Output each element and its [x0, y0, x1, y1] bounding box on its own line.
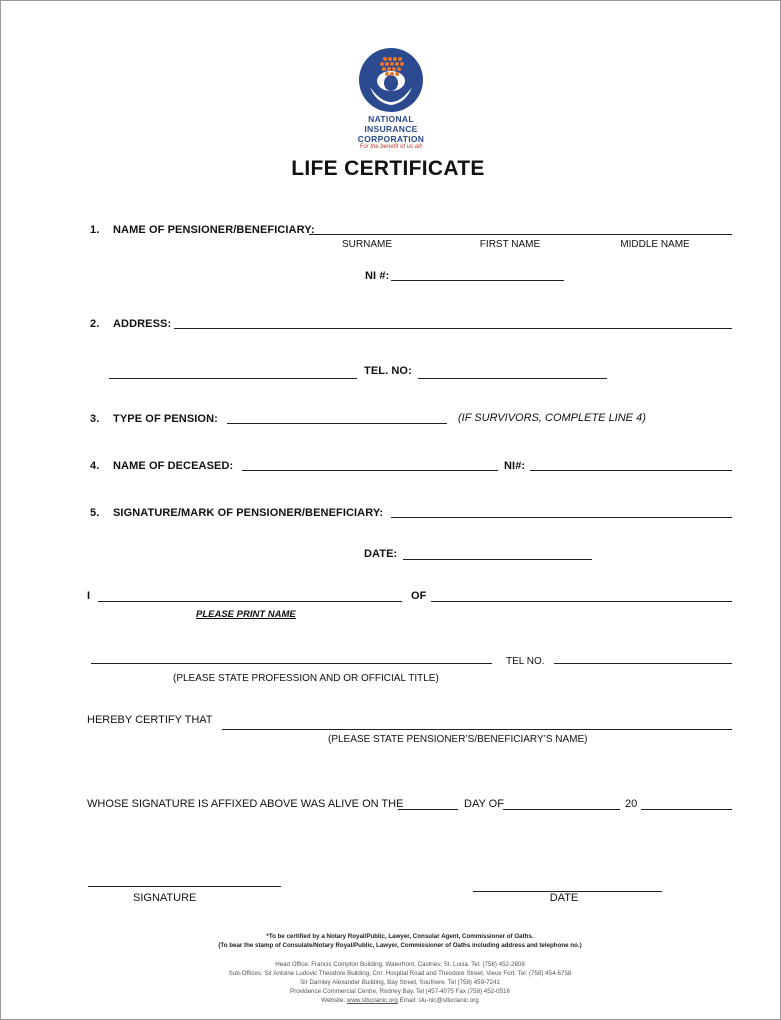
certifier-tel-label: TEL NO. — [506, 656, 545, 667]
certifier-signature-caption: SIGNATURE — [133, 892, 197, 904]
pensioner-name-hint: (PLEASE STATE PENSIONER’S/BENEFICIARY’S NAME) — [328, 734, 588, 745]
certifier-of-label: OF — [411, 590, 427, 602]
website-label: Website: — [321, 997, 346, 1004]
address-field-line-1[interactable] — [174, 328, 732, 329]
certification-note: *To be certified by a Notary Royal/Public, Lawyer, Consular Agent, Commissioner of Oaths. — [266, 933, 534, 940]
sub-office-address: Sub-Offices: Sir Antoine Ludovic Theodore Building, Cnr. Hospital Road and Theodore Street, Vieux Fort. Tel: (758) 454-6758 — [228, 970, 572, 977]
nic-logo-icon — [358, 47, 424, 113]
certifier-name-field[interactable] — [98, 601, 402, 602]
ni-number-label: NI #: — [365, 270, 390, 282]
pensioner-certified-name-field[interactable] — [222, 729, 732, 730]
surname-caption: SURNAME — [341, 239, 393, 250]
website-link[interactable]: www.stlucianic.org — [346, 997, 398, 1004]
section-5-number: 5. — [90, 507, 100, 519]
middle-name-caption: MIDDLE NAME — [620, 239, 690, 250]
pensioner-name-field[interactable] — [309, 234, 732, 235]
deceased-name-field[interactable] — [242, 470, 498, 471]
certifier-date-caption: DATE — [549, 892, 579, 904]
certifier-address-field[interactable] — [431, 601, 732, 602]
alive-statement: WHOSE SIGNATURE IS AFFIXED ABOVE WAS ALIVE ON THE — [87, 798, 404, 810]
telephone-label: TEL. NO: — [364, 365, 412, 377]
section-2-number: 2. — [90, 318, 100, 330]
rodney-bay-office-address: Providence Commercial Centre, Rodney Bay. Tel (457-4075 Fax (758) 452-0516 — [290, 988, 510, 995]
section-1-number: 1. — [90, 224, 100, 236]
soufriere-office-address: Sir Darnley Alexander Building, Bay Street, Soufriere. Tel (758) 459-7241 — [300, 979, 500, 986]
section-3-number: 3. — [90, 413, 100, 425]
pension-type-label: TYPE OF PENSION: — [113, 413, 218, 425]
telephone-field[interactable] — [418, 378, 607, 379]
deceased-name-label: NAME OF DECEASED: — [113, 460, 234, 472]
address-field-line-2[interactable] — [109, 378, 357, 379]
certifier-profession-field[interactable] — [91, 663, 492, 664]
certifier-tel-field[interactable] — [554, 663, 732, 664]
first-name-caption: FIRST NAME — [479, 239, 541, 250]
hereby-certify-label: HEREBY CERTIFY THAT — [87, 714, 213, 726]
alive-month-field[interactable] — [503, 809, 620, 810]
profession-hint: (PLEASE STATE PROFESSION AND OR OFFICIAL TITLE) — [173, 673, 439, 684]
pensioner-signature-field[interactable] — [391, 517, 732, 518]
stamp-note: (To bear the stamp of Consulate/Notary Royal/Public, Lawyer, Commissioner of Oaths including address and telephone no.) — [218, 942, 582, 949]
email-link[interactable]: slu-nic@stlucianic.org — [418, 997, 479, 1004]
page-title: LIFE CERTIFICATE — [291, 157, 485, 180]
pension-type-field[interactable] — [227, 423, 447, 424]
org-tagline: For the benefit of us all! — [359, 144, 423, 150]
certifier-i-label: I — [87, 590, 91, 602]
year-prefix: 20 — [625, 798, 638, 810]
email-label: Email: — [399, 997, 417, 1004]
head-office-address: Head Office: Francis Compton Building, Waterfront, Castries, St. Lucia. Tel: (758) 452-2808 — [275, 961, 525, 968]
day-of-label: DAY OF — [464, 798, 504, 810]
alive-year-field[interactable] — [641, 809, 732, 810]
section-4-number: 4. — [90, 460, 100, 472]
print-name-hint: PLEASE PRINT NAME — [196, 609, 296, 620]
certifier-signature-field[interactable] — [88, 886, 281, 887]
contact-line — [321, 997, 479, 1004]
pensioner-name-label: NAME OF PENSIONER/BENEFICIARY: — [113, 224, 315, 236]
signature-date-field[interactable] — [403, 559, 592, 560]
alive-day-field[interactable] — [398, 809, 458, 810]
org-name: NATIONAL INSURANCE CORPORATION — [357, 114, 425, 144]
signature-date-label: DATE: — [364, 548, 398, 560]
pensioner-signature-label: SIGNATURE/MARK OF PENSIONER/BENEFICIARY: — [113, 507, 384, 519]
ni-number-field[interactable] — [391, 280, 564, 281]
address-label: ADDRESS: — [113, 318, 172, 330]
deceased-ni-field[interactable] — [530, 470, 732, 471]
survivors-note: (IF SURVIVORS, COMPLETE LINE 4) — [458, 412, 646, 424]
deceased-ni-label: NI#: — [504, 460, 526, 472]
